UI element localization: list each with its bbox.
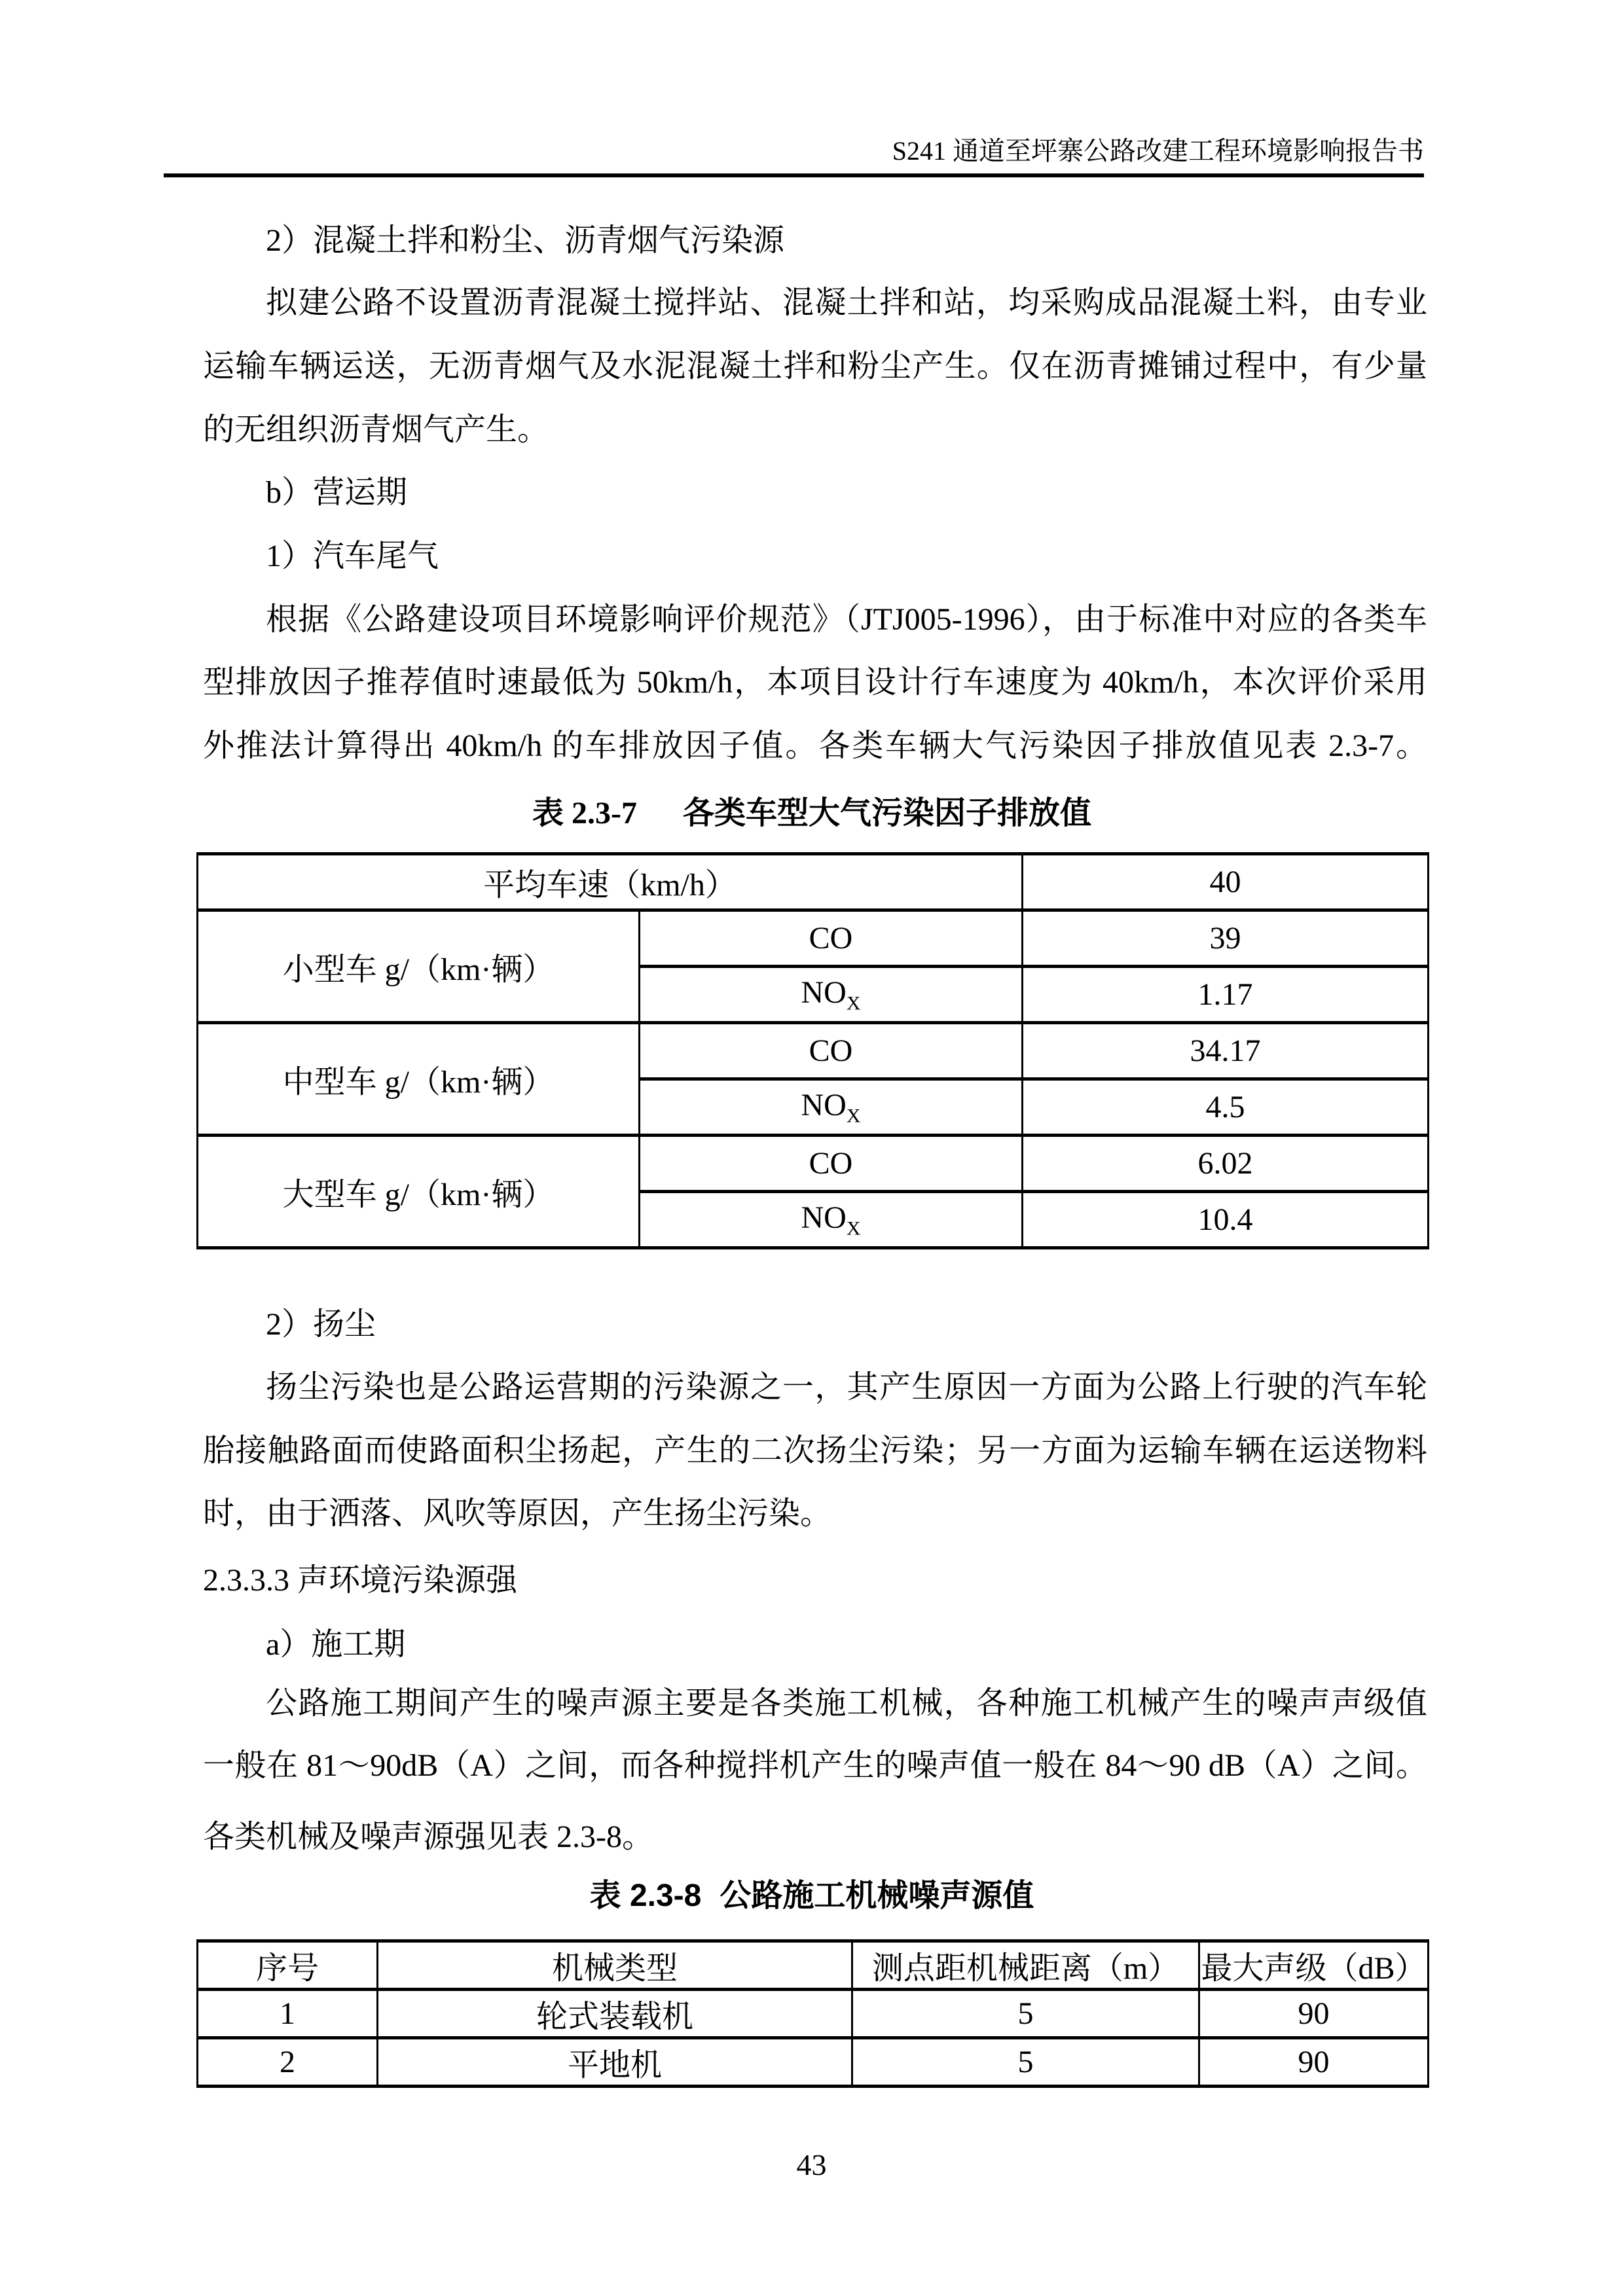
paragraph-line: 各类机械及噪声源强见表 2.3-8。	[203, 1820, 653, 1854]
page-header	[164, 134, 1424, 177]
speed-value-cell: 40	[1023, 854, 1429, 910]
paragraph-line: 型排放因子推荐值时速最低为 50km/h，本项目设计行车速度为 40km/h，本次评价采用	[203, 665, 1427, 700]
value-cell: 10.4	[1023, 1192, 1429, 1248]
paragraph-line: 运输车辆运送，无沥青烟气及水泥混凝土拌和粉尘产生。仅在沥青摊铺过程中，有少量	[203, 349, 1427, 384]
subscript: X	[846, 992, 861, 1014]
table-row	[198, 910, 1429, 967]
section-heading: 2.3.3.3 声环境污染源强	[203, 1563, 518, 1598]
paragraph-line: 2）扬尘	[266, 1307, 376, 1342]
paragraph-line: 胎接触路面而使路面积尘扬起，产生的二次扬尘污染；另一方面为运输车辆在运送物料	[203, 1433, 1427, 1468]
paragraph-line: 一般在 81～90dB（A）之间，而各种搅拌机产生的噪声值一般在 84～90 dB（A）之间。	[203, 1748, 1427, 1783]
col-header-cell: 测点距机械距离（m）	[852, 1941, 1199, 1990]
subscript: X	[846, 1105, 861, 1127]
table-2-3-7-caption	[196, 797, 1427, 830]
paragraph-line: 根据《公路建设项目环境影响评价规范》（JTJ005-1996），由于标准中对应的各类车	[266, 602, 1427, 637]
speed-label-cell: 平均车速（km/h）	[198, 854, 1023, 910]
table-caption-text: 各类车型大气污染因子排放值	[682, 796, 1091, 831]
vehicle-cell: 小型车 g/（km·辆）	[198, 910, 640, 1023]
distance-cell: 5	[852, 2038, 1199, 2087]
page-number: 43	[796, 2148, 827, 2181]
vehicle-cell: 大型车 g/（km·辆）	[198, 1136, 640, 1248]
construction-noise-table-body	[198, 1941, 1429, 2087]
table-header-row	[198, 1941, 1429, 1990]
value-cell: 34.17	[1023, 1023, 1429, 1079]
pollutant-cell: CO	[640, 1136, 1023, 1192]
table-row	[198, 2038, 1429, 2087]
value-cell: 39	[1023, 910, 1429, 967]
pollutant-cell: CO	[640, 1023, 1023, 1079]
level-cell: 90	[1199, 1990, 1429, 2038]
paragraph-line: 外推法计算得出 40km/h 的车排放因子值。各类车辆大气污染因子排放值见表 2.3-7。	[203, 728, 1427, 763]
subscript: X	[846, 1217, 861, 1240]
table-caption-text: 公路施工机械噪声源值	[720, 1878, 1034, 1913]
table-row	[198, 1136, 1429, 1192]
table-row	[198, 1990, 1429, 2038]
paragraph-line: 拟建公路不设置沥青混凝土搅拌站、混凝土拌和站，均采购成品混凝土料，由专业	[266, 285, 1427, 320]
paragraph-line: a）施工期	[266, 1627, 406, 1662]
col-header-cell: 最大声级（dB）	[1199, 1941, 1429, 1990]
header-title: S241 通道至坪寨公路改建工程环境影响报告书	[892, 136, 1424, 166]
table-caption-label: 表 2.3-7	[532, 796, 637, 831]
pollutant-cell: $NO_X$	[640, 967, 1023, 1023]
paragraph-line: 的无组织沥青烟气产生。	[203, 412, 549, 447]
machine-cell: 平地机	[378, 2038, 852, 2087]
col-header-cell: 机械类型	[378, 1941, 852, 1990]
vehicle-cell: 中型车 g/（km·辆）	[198, 1023, 640, 1136]
paragraph-line: 扬尘污染也是公路运营期的污染源之一，其产生原因一方面为公路上行驶的汽车轮	[266, 1370, 1427, 1405]
table-caption-label: 表 2.3-8	[589, 1878, 702, 1913]
col-header-cell: 序号	[198, 1941, 378, 1990]
construction-noise-table	[196, 1939, 1429, 2088]
pollutant-cell: $NO_X$	[640, 1079, 1023, 1136]
paragraph-line: b）营运期	[266, 475, 408, 510]
paragraph-line: 时，由于洒落、风吹等原因，产生扬尘污染。	[203, 1496, 832, 1531]
table-row	[198, 854, 1429, 910]
paragraph-line: 1）汽车尾气	[266, 539, 439, 573]
index-cell: 1	[198, 1990, 378, 2038]
value-cell: 4.5	[1023, 1079, 1429, 1136]
vehicle-emission-table	[196, 852, 1429, 1249]
pollutant-cell: CO	[640, 910, 1023, 967]
machine-cell: 轮式装载机	[378, 1990, 852, 2038]
value-cell: 1.17	[1023, 967, 1429, 1023]
level-cell: 90	[1199, 2038, 1429, 2087]
distance-cell: 5	[852, 1990, 1199, 2038]
table-2-3-8-caption	[196, 1880, 1427, 1912]
paragraph-line: 2）混凝土拌和粉尘、沥青烟气污染源	[266, 223, 785, 258]
pollutant-cell: $NO_X$	[640, 1192, 1023, 1248]
vehicle-emission-table-body	[198, 854, 1429, 1248]
index-cell: 2	[198, 2038, 378, 2087]
paragraph-line: 公路施工期间产生的噪声源主要是各类施工机械，各种施工机械产生的噪声声级值	[266, 1686, 1427, 1721]
table-row	[198, 1023, 1429, 1079]
value-cell: 6.02	[1023, 1136, 1429, 1192]
